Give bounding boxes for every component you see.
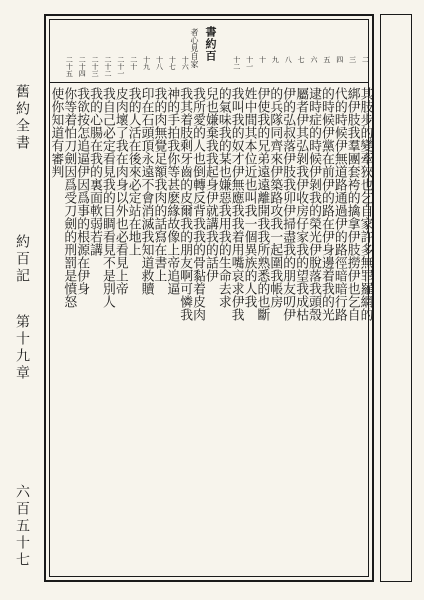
text-column: 的時候伊黨在前伊的路在伊身邊着我的光 [318, 87, 334, 321]
verse-number: 十七 [168, 56, 177, 70]
text-column: 綁伊肢我羣團套袴的擒拿伊肢撈伊也乞自 [344, 87, 360, 321]
header-band [50, 20, 368, 83]
text-column: 印在石頭頂永遠不會消滅我知道救贖 [138, 87, 154, 295]
chapter-label: 第十九章 [14, 314, 30, 382]
verse-number: 十二 [232, 56, 241, 70]
page-number: 六百五十七 [14, 484, 30, 569]
header-sub: 者心見自家 [190, 28, 199, 68]
verse-number: 十六 [181, 56, 190, 70]
verse-number: 七 [297, 56, 306, 63]
verse-number: 十一 [245, 56, 254, 70]
text-column: 我自己必定看見我的目睭看見不是別人 [99, 87, 115, 308]
verse-number: 二十一 [116, 56, 125, 77]
verse-number: 九 [271, 56, 280, 63]
verse-number: 二十四 [78, 56, 87, 77]
text-column: 我叫我的奴才伊無應我我着用嘴哀求伊我 [228, 87, 244, 321]
book-name: 約百記 [14, 234, 30, 285]
verse-number: 三 [348, 56, 357, 63]
verse-number: 二十 [129, 56, 138, 70]
text-column: 你等着怕刀劍因爲受刀劍的刑罰是憤怒 [61, 87, 77, 308]
text-column: 伊使我的兄弟遠遠離開我我所熟悉的也斷 [254, 87, 270, 321]
text-column: 使你知道有審判 [48, 87, 64, 178]
text-column: 我所愛的人也倒轉反背我我的骨黏着皮肉 [190, 87, 206, 321]
text-column: 皮肉壞了我在肉身以外也必看見上帝 [112, 87, 128, 295]
text-column: 屬者伊其弘剝我伊收房仔家我的望我成枯 [293, 87, 309, 321]
verse-number: 五 [322, 56, 331, 63]
book-title: 舊約全書 [14, 84, 30, 152]
text-column: 我的肉無覺足額我肉的話寫在書上 [151, 87, 167, 282]
verse-number: 六 [310, 56, 319, 63]
text-column: 的兵隊同齊來伊築路攻我一起圍我帳房 [267, 87, 283, 308]
text-column: 其肢步的變牽狹也乞自家許多無罪羅網的 [357, 87, 373, 321]
header-label: 書約百 [204, 26, 217, 62]
text-column: 伊的弘叔落伊肢我卯伊掃盡我的朋友叨伊 [280, 87, 296, 321]
verse-number: 二 [361, 56, 370, 63]
verse-number: 十九 [142, 56, 151, 70]
text-column: 代的時候伊無道路通過伊的路徑暗暗行路 [331, 87, 347, 321]
right-margin-box [380, 14, 412, 582]
text-column: 神的手拍我你等甚麽緣故像上帝追逼 [164, 87, 180, 295]
text-column: 的氣味我的某也嫌惡我用我的生命去求 [215, 87, 231, 308]
page-inner [48, 19, 373, 577]
text-column: 我的人活在後來必定站在地上 [125, 87, 141, 256]
text-column: 我的心腸在我的裏面軟弱若講 [87, 87, 102, 256]
page-frame [44, 14, 374, 582]
text-column: 我其着肢剩牙齒的皮爾我的朋友啊可憐我 [177, 87, 193, 321]
running-head-left [8, 14, 40, 582]
verse-number: 八 [284, 56, 293, 63]
verse-number: 十八 [155, 56, 164, 70]
text-column: 兒也嫌棄我我起身伊就講我的話伊 [202, 87, 218, 282]
verse-number: 二十三 [91, 56, 100, 77]
text-body [48, 83, 373, 576]
text-column: 逮時症的時候伊剝我的榮光伊脫落我頭殼 [305, 87, 321, 321]
text-column: 姓中間其本位近也叫我一個異族的人我 [241, 87, 257, 308]
verse-number: 四 [335, 56, 344, 63]
verse-number: 二十五 [65, 56, 74, 77]
verse-number: 十 [258, 56, 267, 63]
text-column: 我欲按怎追逼伊因爲事的根源在伊身 [74, 87, 90, 295]
verse-number: 二十二 [103, 56, 112, 77]
